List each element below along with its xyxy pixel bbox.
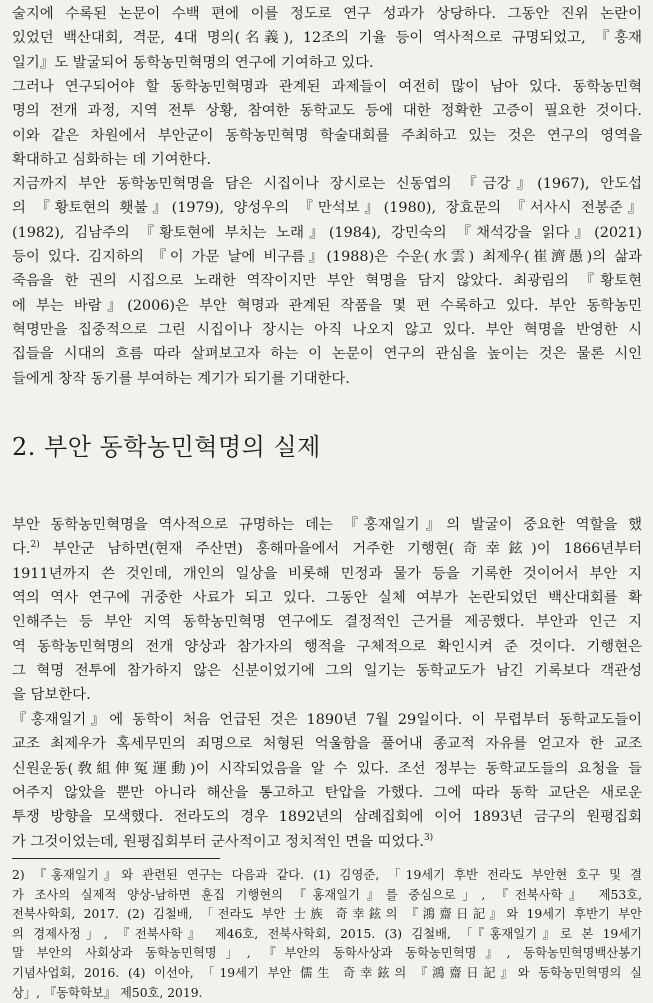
footnote-line: 의 경제사정」, 『전북사학』 제46호, 전북사학회, 2015. (3) 김철배, 「『홍재일기』로 본 19세기 [12, 926, 642, 941]
paragraph-5 [12, 708, 642, 854]
text-line: 역의 역사 연구에 귀중한 사료가 되고 있다. 그동안 실체 여부가 논란되었던 백산대회를 확 [12, 590, 642, 607]
text-line: 등이 있다. 김지하의 『이 가문 날에 비구름』(1988)은 수운(水雲) 최제우(崔濟愚)의 삶과 [12, 249, 642, 266]
footnote-line: 기념사업회, 2016. (4) 이선아, 「19세기 부안 儒生 奇幸鉉의 『鴻齋日記』와 동학농민혁명의 실 [12, 965, 642, 980]
text-line: 있었던 백산대회, 격문, 4대 명의(名義), 12조의 기율 등이 역사적으로 규명되었고, 『홍재 [12, 30, 642, 47]
text-line: 명의 전개 과정, 지역 전투 상황, 참여한 동학교도 등에 대한 정확한 고증이 필요한 것이다. [12, 103, 642, 120]
text-fragment: 부안군 남하면(현재 주산면) 홍해마을에서 거주한 기행현(奇幸鉉)이 1866년부터 [39, 541, 642, 558]
text-fragment: 다. [12, 541, 31, 558]
text-line: 일기』도 발굴되어 동학농민혁명의 연구에 기여하고 있다. [12, 54, 374, 71]
footnote-line: 전북사학회, 2017. (2) 김철배, 「전라도 부안 士族 奇幸鉉의 『鴻齋日記』와 19세기 후반기 부안 [12, 907, 642, 922]
footnote-line: 상」, 『동학학보』 제50호, 2019. [12, 985, 203, 1000]
text-line: 인해주는 등 부안 지역 동학농민혁명 연구에도 결정적인 근거를 제공했다. 부안과 인근 지 [12, 614, 642, 631]
text-line [12, 537, 642, 561]
text-line: 의 『황토현의 횃불』(1979), 양성우의 『만석보』(1980), 장효문의 『서사시 전봉준』 [12, 200, 642, 217]
paragraph-3 [12, 172, 642, 391]
text-line: 죽음을 한 권의 시집으로 노래한 역작이지만 부안 혁명을 담지 않았다. 최광림의 『황토현 [12, 273, 642, 290]
footnote-line: 가 조사의 실제적 양상-남하면 훈집 기행현의 『홍재일기』를 중심으로」, 『전북사학』 제53호, [12, 887, 642, 902]
text-line: 부안 동학농민혁명을 역사적으로 규명하는 데는 『홍재일기』의 발굴이 중요한 역할을 했 [12, 517, 642, 533]
footnote-divider [12, 858, 220, 859]
section-heading: 2. 부안 동학농민혁명의 실제 [12, 433, 321, 461]
text-line: 신원운동(敎組伸冤運動)이 시작되었음을 알 수 있다. 조선 정부는 동학교도들의 요청을 들 [12, 760, 642, 777]
footnote-marker[interactable]: 2) [30, 540, 40, 551]
text-line: 그러나 연구되어야 할 동학농민혁명과 관계된 과제들이 여전히 많이 남아 있다. 동학농민혁 [12, 79, 642, 95]
text-line: 들에게 창작 동기를 부여하는 계기가 되기를 기대한다. [12, 370, 350, 387]
text-line: 그 혁명 전투에 참가하지 않은 신분이었기에 그의 일기는 동학교도가 남긴 기록보다 객관성 [12, 663, 642, 680]
text-line [12, 830, 642, 854]
text-line: 을 담보한다. [12, 687, 91, 704]
text-line: 『홍재일기』에 동학이 처음 언급된 것은 1890년 7월 29일이다. 이 무렵부터 동학교도들이 [12, 712, 642, 728]
footnote-line: 2) 『홍재일기』와 관련된 연구는 다음과 같다. (1) 김영준, 「19세기 후반 전라도 부안현 호구 및 결 [12, 868, 642, 882]
text-line: (1982), 김남주의 『황토현에 부치는 노래』(1984), 강민숙의 『채석강을 읽다』(2021) [12, 224, 642, 241]
text-line: 집들을 시대의 흐름 따라 살펴보고자 하는 이 논문이 연구의 관심을 높이는 것은 물론 시인 [12, 346, 642, 363]
footnote-marker[interactable]: 3) [423, 832, 434, 843]
text-line: 어주지 않았을 뿐만 아니라 해산을 통고하고 탄압을 가했다. 그에 따라 동학 교단은 새로운 [12, 785, 642, 802]
paragraph-2 [12, 75, 642, 172]
footnote-line: 말 부안의 사회상과 동학농민혁명」, 『부안의 동학사상과 동학농민혁명』, 동학농민혁명백산봉기 [12, 946, 642, 961]
text-line: 혁명만을 집중적으로 그린 시집이나 장시는 아직 나오지 않고 있다. 부안 혁명을 반영한 시 [12, 322, 642, 339]
text-line: 지금까지 부안 동학농민혁명을 담은 시집이나 장시로는 신동엽의 『금강』(1967), 안도섭 [12, 176, 642, 192]
text-fragment: 가 그것이었는데, 원평집회부터 군사적이고 정치적인 면을 띠었다. [12, 833, 424, 850]
text-line: 술지에 수록된 논문이 수백 편에 이를 정도로 연구 성과가 상당하다. 그동안 진위 논란이 [12, 6, 642, 22]
paragraph-1 [12, 2, 642, 75]
footnote [12, 866, 642, 1003]
text-line: 역 동학농민혁명의 전개 양상과 참가자의 행적을 구체적으로 확인시켜 준 것이다. 기행현은 [12, 638, 642, 655]
text-line: 1911년까지 쓴 것인데, 개인의 일상을 비롯해 민정과 물가 등을 기록한 것이어서 부안 지 [12, 565, 642, 582]
text-line: 이와 같은 차원에서 부안군이 동학농민혁명 학술대회를 주최하고 있는 것은 연구의 영역을 [12, 127, 642, 144]
text-line: 확대하고 심화하는 데 기여한다. [12, 152, 212, 169]
text-line: 에 부는 바람』(2006)은 부안 혁명과 관계된 작품을 몇 편 수록하고 있다. 부안 동학농민 [12, 297, 642, 314]
paragraph-4 [12, 513, 642, 708]
text-line: 교조 최제우가 혹세무민의 죄명으로 처형된 억울함을 풀어내 종교적 자유를 얻고자 한 교조 [12, 736, 642, 753]
text-line: 투쟁 방향을 모색했다. 전라도의 경우 1892년의 삼례집회에 이어 1893년 금구의 원평집회 [12, 809, 642, 826]
